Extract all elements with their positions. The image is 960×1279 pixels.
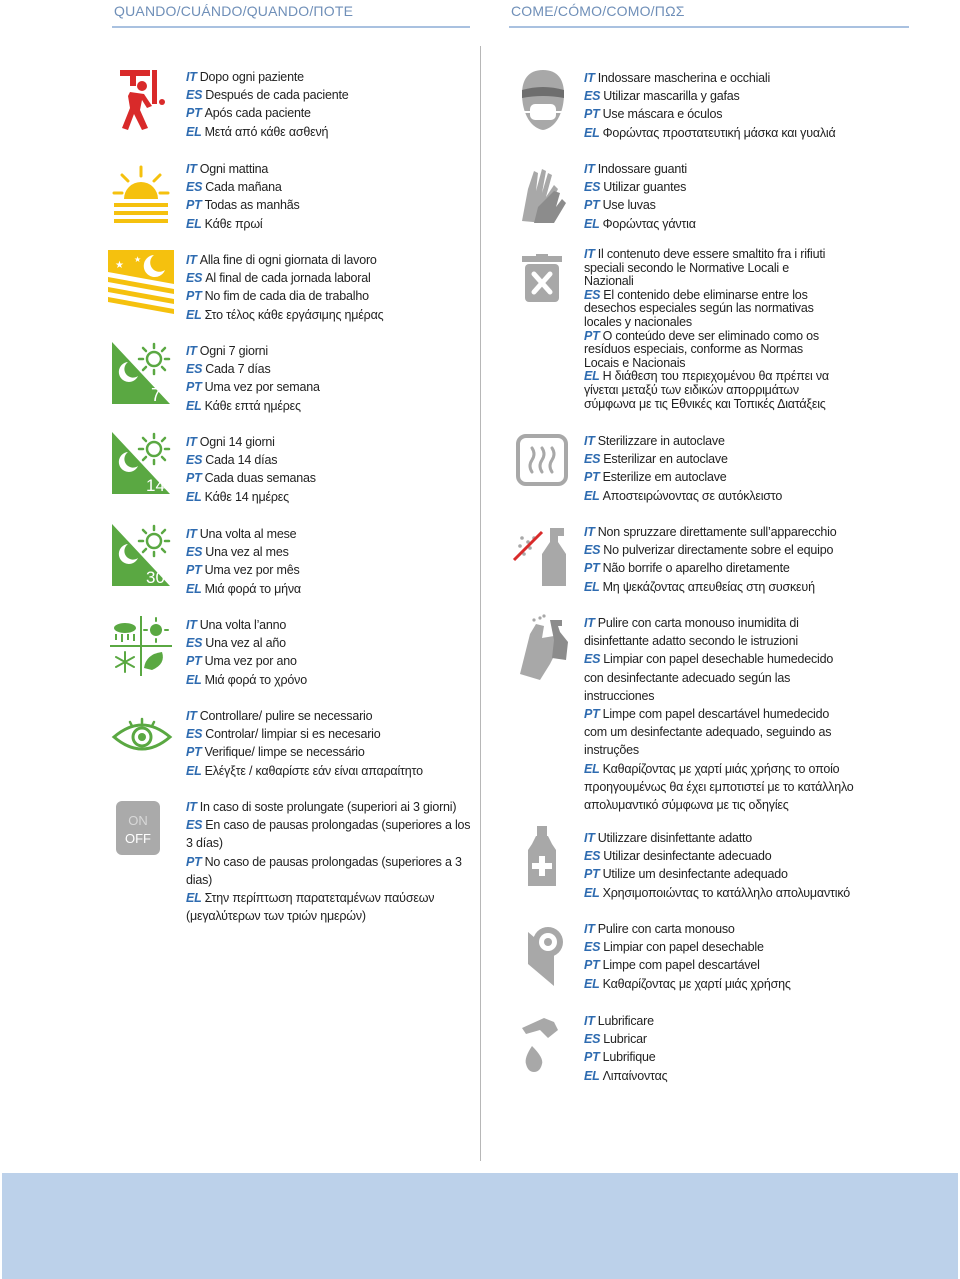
four-seasons-icon <box>110 616 172 681</box>
when-entry-every-morning: IT Ogni mattina ES Cada mañana PT Todas as manhãs EL Κάθε πρωί <box>186 162 300 231</box>
when-column-heading: QUANDO/CUÁNDO/QUANDO/ΠΟΤΕ <box>114 3 354 19</box>
on-off-icon <box>116 801 160 855</box>
how-entry-use-disinfectant: IT Utilizzare disinfettante adatto ES Utilizar desinfectante adecuado PT Utilize um desinfectante adequado EL Χρησιμοποιώντας το κατάλληλο απολυμαντικό <box>584 831 850 900</box>
when-entry-prolonged-pause: IT In caso di soste prolungate (superiori ai 3 giorni) ES En caso de pausas prolongadas (superiores a los 3 días) PT No caso de pausas prolongadas (superiores a 3 dias) EL Στην περίπτωση παρατεταμένων παύσεων (μεγαλύτερων των τριών ημερών) <box>186 800 471 924</box>
how-entry-waste-disposal: IT Il contenuto deve essere smaltito fra i rifiuti speciali secondo le Normative Locali e Nazionali ES El contenido debe eliminarse entre los desechos especiales según las normativas locales y nacionales PT O conteúdo deve ser eliminado como os resíduos especiais, conforme as Normas Locais e Nacionais EL Η διάθεση του περιεχομένου θα πρέπει να γίνεται μεταξύ των ειδικών απορριμάτων σύμφωνα με τις Εθνικές και Τοπικές Διατάξεις <box>584 247 829 411</box>
how-entry-lubricate: IT Lubrificare ES Lubricar PT Lubrifique EL Λιπαίνοντας <box>584 1014 668 1083</box>
when-entry-after-patient: IT Dopo ogni paziente ES Después de cada paciente PT Após cada paciente EL Μετά από κάθε ασθενή <box>186 70 349 139</box>
how-entry-paper-wipe: IT Pulire con carta monouso ES Limpiar con papel desechable PT Limpe com papel descartável EL Καθαρίζοντας με χαρτί μιάς χρήσης <box>584 922 791 991</box>
column-divider <box>480 46 481 1161</box>
how-entry-mask-goggles: IT Indossare mascherina e occhiali ES Utilizar mascarilla y gafas PT Use máscara e óculos EL Φορώντας προστατευτική μάσκα και γυαλιά <box>584 71 836 140</box>
person-patient-icon <box>112 66 172 137</box>
night-moon-icon <box>108 250 174 319</box>
waste-bin-icon <box>520 254 564 309</box>
when-entry-every-7-days: IT Ogni 7 giorni ES Cada 7 días PT Uma vez por semana EL Κάθε επτά ημέρες <box>186 344 320 413</box>
when-entry-every-14-days: IT Ogni 14 giorni ES Cada 14 días PT Cada duas semanas EL Κάθε 14 ημέρες <box>186 435 316 504</box>
badge-7: 7 <box>151 385 162 405</box>
how-column-heading: COME/CÓMO/COMO/ΠΩΣ <box>511 3 685 19</box>
paper-roll-icon <box>514 924 570 993</box>
eye-icon <box>110 717 174 762</box>
on-label: ON <box>128 813 148 828</box>
svg-text:★: ★ <box>115 260 124 271</box>
when-entry-yearly: IT Una volta l’anno ES Una vez al año PT Uma vez por ano EL Μιά φορά το χρόνο <box>186 618 307 687</box>
header-divider-right <box>509 26 909 28</box>
mask-goggles-icon <box>514 68 572 137</box>
no-spray-icon <box>510 524 574 595</box>
when-entry-monthly: IT Una volta al mese ES Una vez al mes PT Uma vez por mês EL Μιά φορά το μήνα <box>186 527 301 596</box>
how-entry-gloves: IT Indossare guanti ES Utilizar guantes PT Use luvas EL Φορώντας γάντια <box>584 162 696 231</box>
off-label: OFF <box>125 831 151 846</box>
when-entry-if-necessary: IT Controllare/ pulire se necessario ES Controlar/ limpiar si es necesario PT Verifique/ limpe se necessário EL Ελέγξτε / καθαρίστε εάν είναι απαραίτητο <box>186 709 423 778</box>
spray-wipe-icon <box>510 614 574 689</box>
how-entry-autoclave: IT Sterilizzare in autoclave ES Esterilizar en autoclave PT Esterilize em autoclave EL Αποστειρώνοντας σε αυτόκλειστο <box>584 434 783 503</box>
oil-drop-icon <box>518 1016 566 1079</box>
disinfectant-bottle-icon <box>524 824 560 893</box>
sunrise-icon <box>110 163 172 234</box>
svg-text:★: ★ <box>134 255 142 264</box>
header-divider-left <box>112 26 470 28</box>
day-night-14-icon <box>110 430 172 501</box>
how-entry-no-spray: IT Non spruzzare direttamente sull’apparecchio ES No pulverizar directamente sobre el equipo PT Não borrife o aparelho diretamente EL Μη ψεκάζοντας απευθείας στη συσκευή <box>584 525 837 594</box>
footer-band <box>2 1173 958 1279</box>
badge-14: 14 <box>146 476 165 495</box>
how-entry-wipe-disinfectant: IT Pulire con carta monouso inumidita di disinfettante adatto secondo le istruzioni ES Limpiar con papel desechable humedecido con desinfectante adecuado según las instrucciones PT Limpe com papel descartável humedecido com um desinfectante adequado, seguindo as instruções EL Καθαρίζοντας με χαρτί μιάς χρήσης το οποίο προηγουμένως θα έχει εμποτιστεί με το κατάλληλο απολυμαντικό σύμφωνα με τις οδηγίες <box>584 616 854 813</box>
autoclave-icon <box>514 432 570 493</box>
gloves-icon <box>514 163 570 232</box>
badge-30: 30 <box>146 568 165 587</box>
day-night-7-icon <box>110 340 172 411</box>
when-entry-end-of-day: IT Alla fine di ogni giornata di lavoro ES Al final de cada jornada laboral PT No fim de cada dia de trabalho EL Στο τέλος κάθε εργάσιμης ημέρας <box>186 253 384 322</box>
day-night-30-icon <box>110 522 172 593</box>
